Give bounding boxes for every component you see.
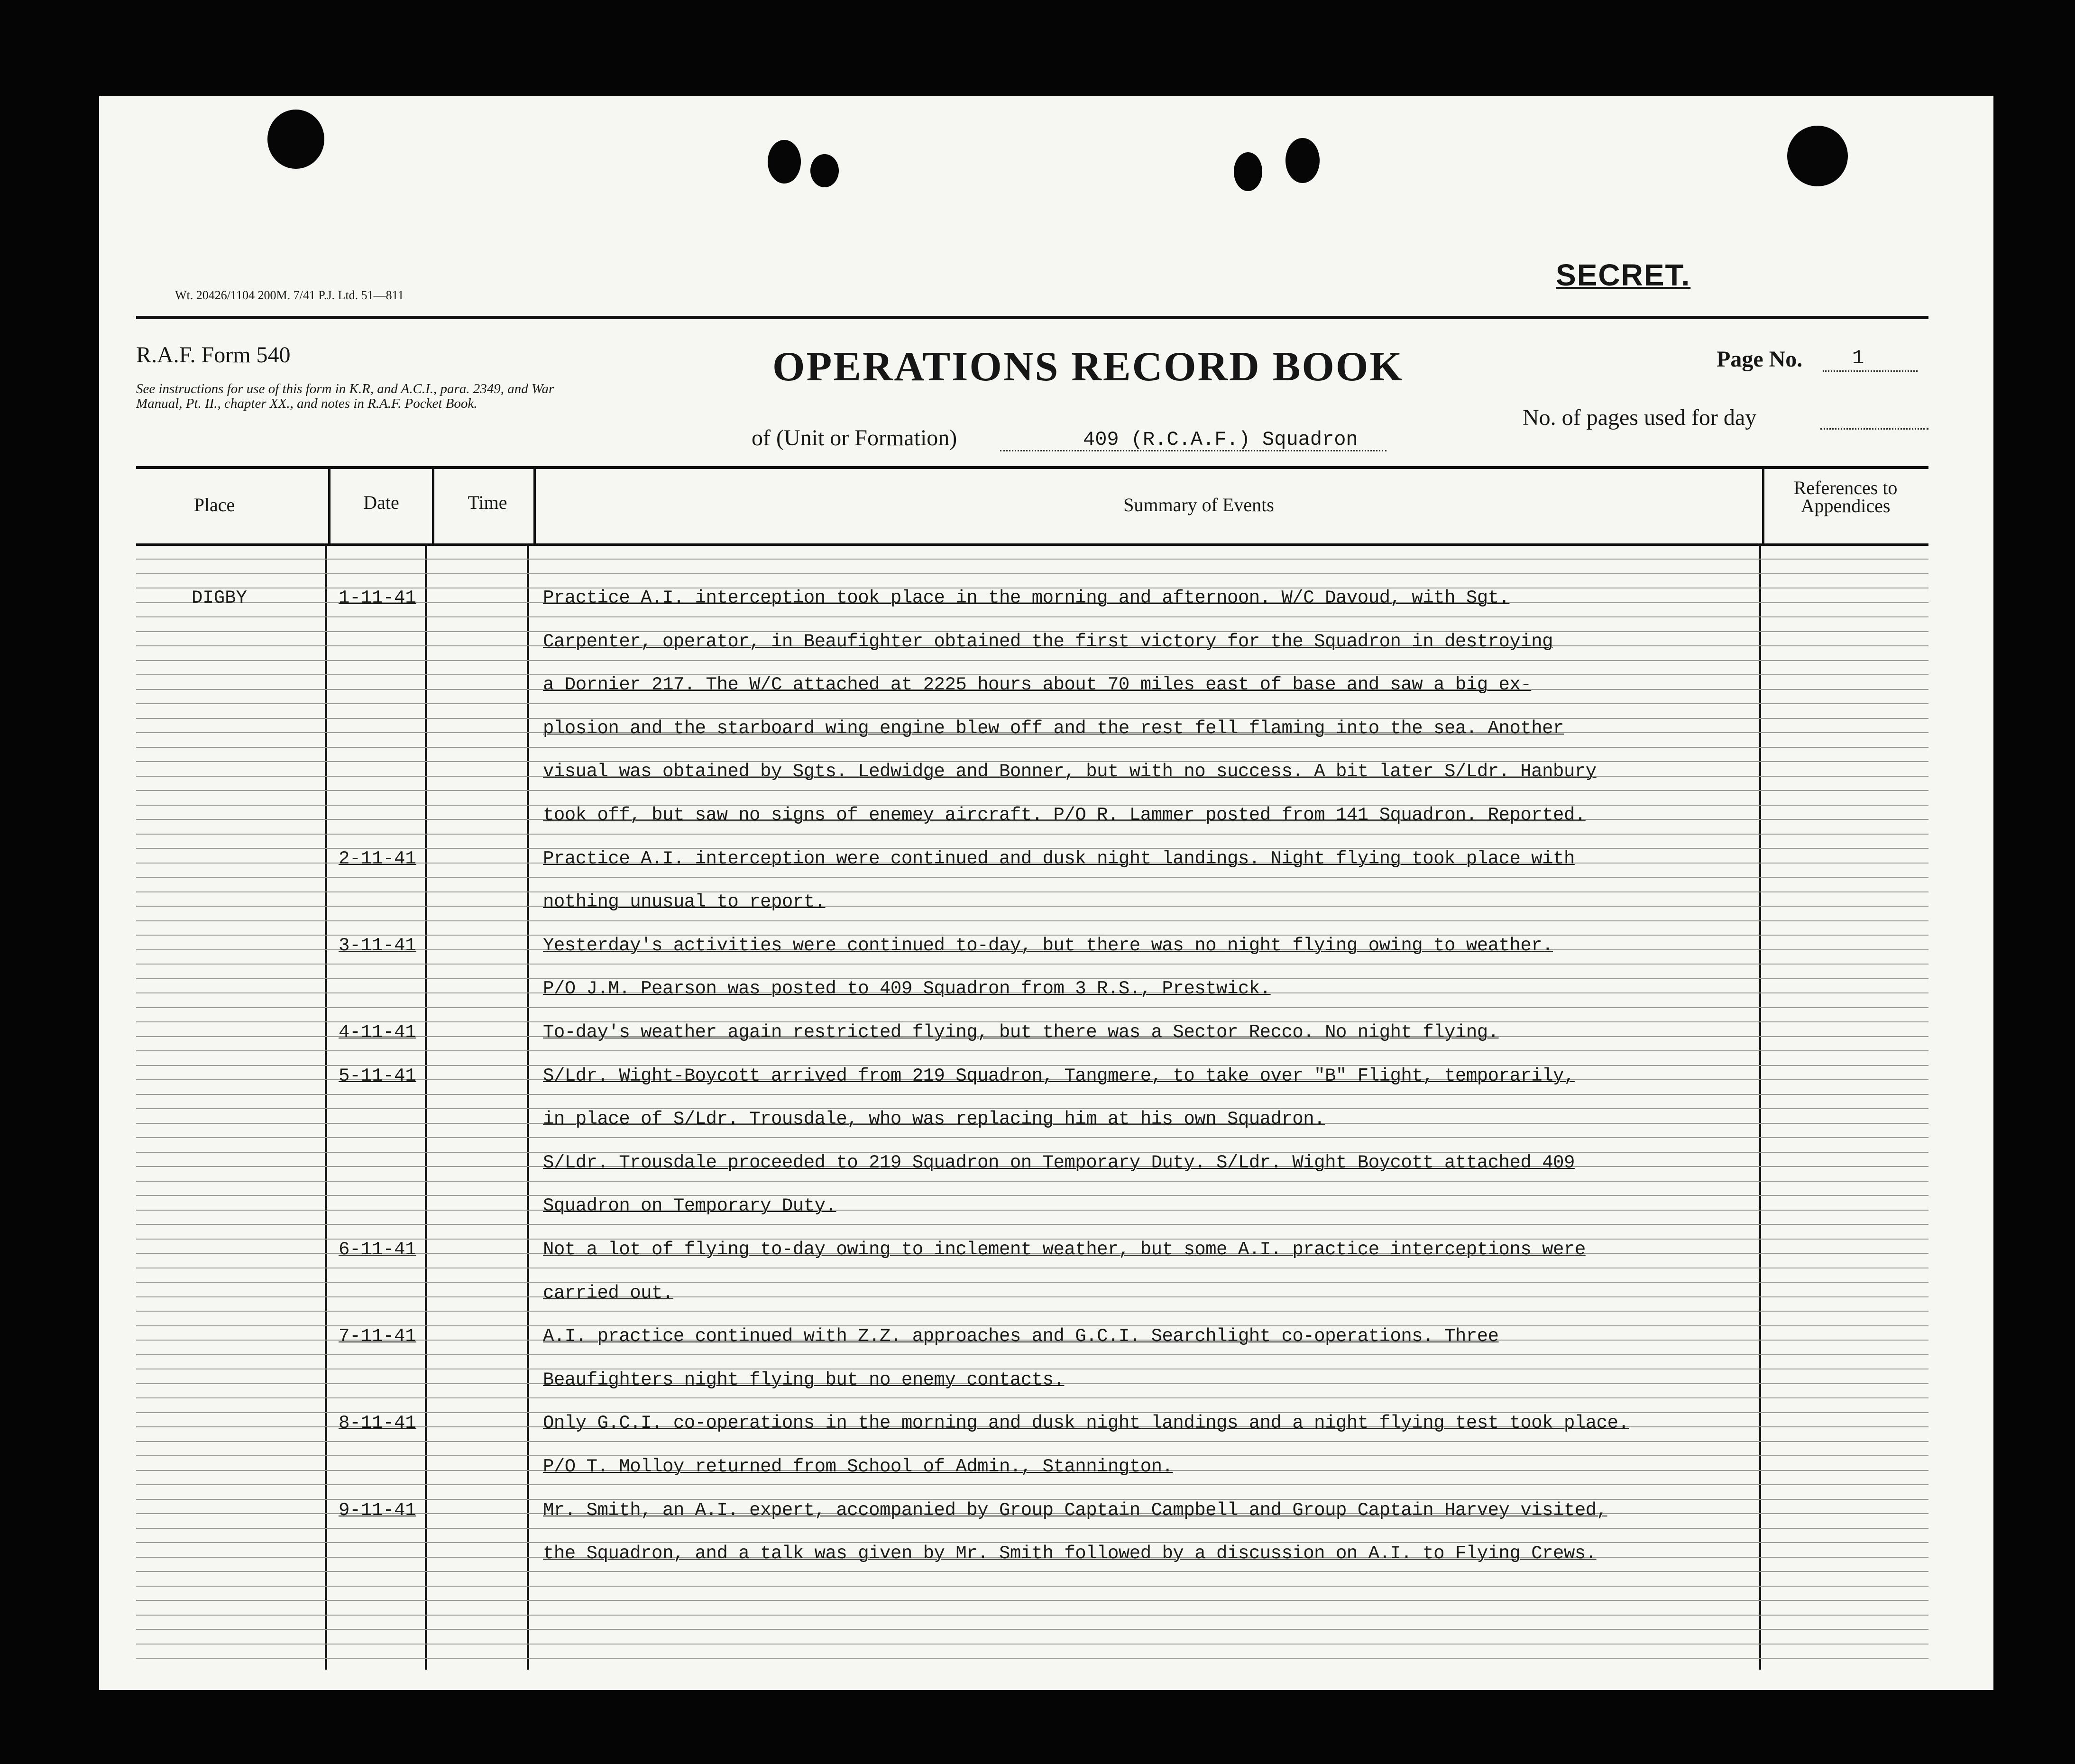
summary-cell: S/Ldr. Wight-Boycott arrived from 219 Squadron, Tangmere, to take over "B" Flight, temporarily, <box>543 1066 1575 1086</box>
punch-hole <box>1787 126 1848 186</box>
summary-cell: Beaufighters night flying but no enemy contacts. <box>543 1369 1065 1390</box>
column-divider <box>1759 546 1761 1670</box>
unit-value: 409 (R.C.A.F.) Squadron <box>1083 428 1358 451</box>
date-cell: 9-11-41 <box>339 1500 416 1521</box>
date-cell: 4-11-41 <box>339 1022 416 1043</box>
pages-used-dots <box>1820 428 1928 430</box>
summary-cell: P/O T. Molloy returned from School of Admin., Stannington. <box>543 1456 1173 1477</box>
date-cell: 8-11-41 <box>339 1413 416 1433</box>
punch-hole <box>267 110 324 169</box>
ruled-line <box>136 1586 1928 1587</box>
ruled-line <box>136 1282 1928 1283</box>
summary-cell: plosion and the starboard wing engine blew off and the rest fell flaming into the sea. Another <box>543 718 1564 739</box>
column-divider <box>432 469 434 546</box>
date-cell: 5-11-41 <box>339 1066 416 1086</box>
date-cell: 6-11-41 <box>339 1239 416 1260</box>
date-cell: 2-11-41 <box>339 848 416 869</box>
page-number-label: Page No. <box>1717 347 1803 372</box>
page-number-value: 1 <box>1852 347 1864 369</box>
summary-cell: Squadron on Temporary Duty. <box>543 1195 836 1216</box>
unit-dots <box>1000 450 1386 451</box>
date-cell: 1-11-41 <box>339 588 416 608</box>
column-header-summary: Summary of Events <box>1123 494 1274 515</box>
summary-cell: a Dornier 217. The W/C attached at 2225 hours about 70 miles east of base and saw a big ex- <box>543 674 1532 695</box>
ruled-line <box>136 891 1928 892</box>
ruled-line <box>136 703 1928 704</box>
ruled-line <box>136 906 1928 907</box>
column-divider <box>325 546 327 1670</box>
punch-hole <box>768 140 801 184</box>
column-header-references: References to Appendices <box>1793 477 1898 516</box>
column-divider <box>1762 469 1764 546</box>
column-divider <box>328 469 331 546</box>
punch-hole <box>810 154 839 187</box>
summary-cell: Only G.C.I. co-operations in the morning and dusk night landings and a night flying test took place. <box>543 1413 1629 1433</box>
page-title: OPERATIONS RECORD BOOK <box>772 344 1404 390</box>
ruled-line <box>136 559 1928 560</box>
form-id: R.A.F. Form 540 <box>136 342 291 368</box>
printer-imprint: Wt. 20426/1104 200M. 7/41 P.J. Ltd. 51—811 <box>175 288 404 302</box>
header-rule <box>136 316 1928 319</box>
ruled-line <box>136 1484 1928 1485</box>
ruled-line <box>136 1311 1928 1312</box>
ruled-line <box>136 660 1928 661</box>
ruled-line <box>136 616 1928 617</box>
column-divider <box>527 546 529 1670</box>
classification-stamp: SECRET. <box>1556 258 1691 292</box>
summary-cell: A.I. practice continued with Z.Z. approaches and G.C.I. Searchlight co-operations. Three <box>543 1326 1499 1347</box>
place-cell: DIGBY <box>192 588 248 608</box>
summary-cell: To-day's weather again restricted flying, but there was a Sector Recco. No night flying. <box>543 1022 1499 1043</box>
summary-cell: Yesterday's activities were continued to-day, but there was no night flying owing to weather. <box>543 935 1553 956</box>
form-instructions: See instructions for use of this form in K.R, and A.C.I., para. 2349, and War Manual, Pt. II., chapter XX., and notes in R.A.F. Pocket Book. <box>136 381 554 411</box>
ruled-line <box>136 1397 1928 1398</box>
date-cell: 7-11-41 <box>339 1326 416 1347</box>
table-header-rule <box>136 543 1928 546</box>
column-header-place: Place <box>193 494 235 515</box>
ruled-line <box>136 1296 1928 1297</box>
unit-label: of (Unit or Formation) <box>752 425 957 450</box>
ruled-line <box>136 1615 1928 1616</box>
date-cell: 3-11-41 <box>339 935 416 956</box>
summary-cell: took off, but saw no signs of enemey aircraft. P/O R. Lammer posted from 141 Squadron. Reported. <box>543 805 1586 826</box>
ruled-line <box>136 573 1928 574</box>
summary-cell: Practice A.I. interception were continued and dusk night landings. Night flying took place with <box>543 848 1575 869</box>
ruled-line <box>136 790 1928 791</box>
summary-cell: visual was obtained by Sgts. Ledwidge and Bonner, but with no success. A bit later S/Ldr. Hanbury <box>543 761 1597 782</box>
ruled-line <box>136 1571 1928 1572</box>
summary-cell: S/Ldr. Trousdale proceeded to 219 Squadron on Temporary Duty. S/Ldr. Wight Boycott attached 409 <box>543 1152 1575 1173</box>
ruled-line <box>136 1441 1928 1442</box>
ruled-line <box>136 747 1928 748</box>
ruled-line <box>136 1007 1928 1008</box>
ruled-line <box>136 920 1928 921</box>
summary-cell: carried out. <box>543 1283 673 1304</box>
record-sheet <box>99 96 1993 1690</box>
ruled-line <box>136 1528 1928 1529</box>
ruled-line <box>136 1050 1928 1051</box>
ruled-line <box>136 1094 1928 1095</box>
pages-used-label: No. of pages used for day <box>1523 405 1757 430</box>
column-divider <box>425 546 427 1670</box>
ruled-line <box>136 964 1928 965</box>
summary-cell: Practice A.I. interception took place in the morning and afternoon. W/C Davoud, with Sgt. <box>543 588 1510 608</box>
ruled-line <box>136 1644 1928 1645</box>
ruled-line <box>136 877 1928 878</box>
column-header-date: Date <box>363 492 399 513</box>
ruled-line <box>136 1195 1928 1196</box>
ruled-line <box>136 834 1928 835</box>
punch-hole <box>1234 152 1262 191</box>
ruled-line <box>136 1181 1928 1182</box>
summary-cell: nothing unusual to report. <box>543 891 826 912</box>
ruled-line <box>136 1600 1928 1601</box>
punch-hole <box>1285 138 1320 183</box>
ruled-line <box>136 1224 1928 1225</box>
ruled-line <box>136 1629 1928 1630</box>
ruled-line <box>136 1354 1928 1355</box>
ruled-line <box>136 1137 1928 1138</box>
column-header-time: Time <box>468 492 507 513</box>
page-number-dots <box>1823 370 1918 372</box>
column-divider <box>533 469 536 546</box>
summary-cell: the Squadron, and a talk was given by Mr. Smith followed by a discussion on A.I. to Flying Crews. <box>543 1543 1597 1564</box>
ruled-line <box>136 1658 1928 1659</box>
summary-cell: P/O J.M. Pearson was posted to 409 Squadron from 3 R.S., Prestwick. <box>543 978 1271 999</box>
summary-cell: Not a lot of flying to-day owing to inclement weather, but some A.I. practice interceptions were <box>543 1239 1586 1260</box>
summary-cell: Mr. Smith, an A.I. expert, accompanied by Group Captain Campbell and Group Captain Harvey visited, <box>543 1500 1607 1521</box>
table-top-rule <box>136 466 1928 469</box>
summary-cell: Carpenter, operator, in Beaufighter obtained the first victory for the Squadron in destroying <box>543 631 1553 652</box>
summary-cell: in place of S/Ldr. Trousdale, who was replacing him at his own Squadron. <box>543 1109 1325 1130</box>
ruled-line <box>136 1210 1928 1211</box>
